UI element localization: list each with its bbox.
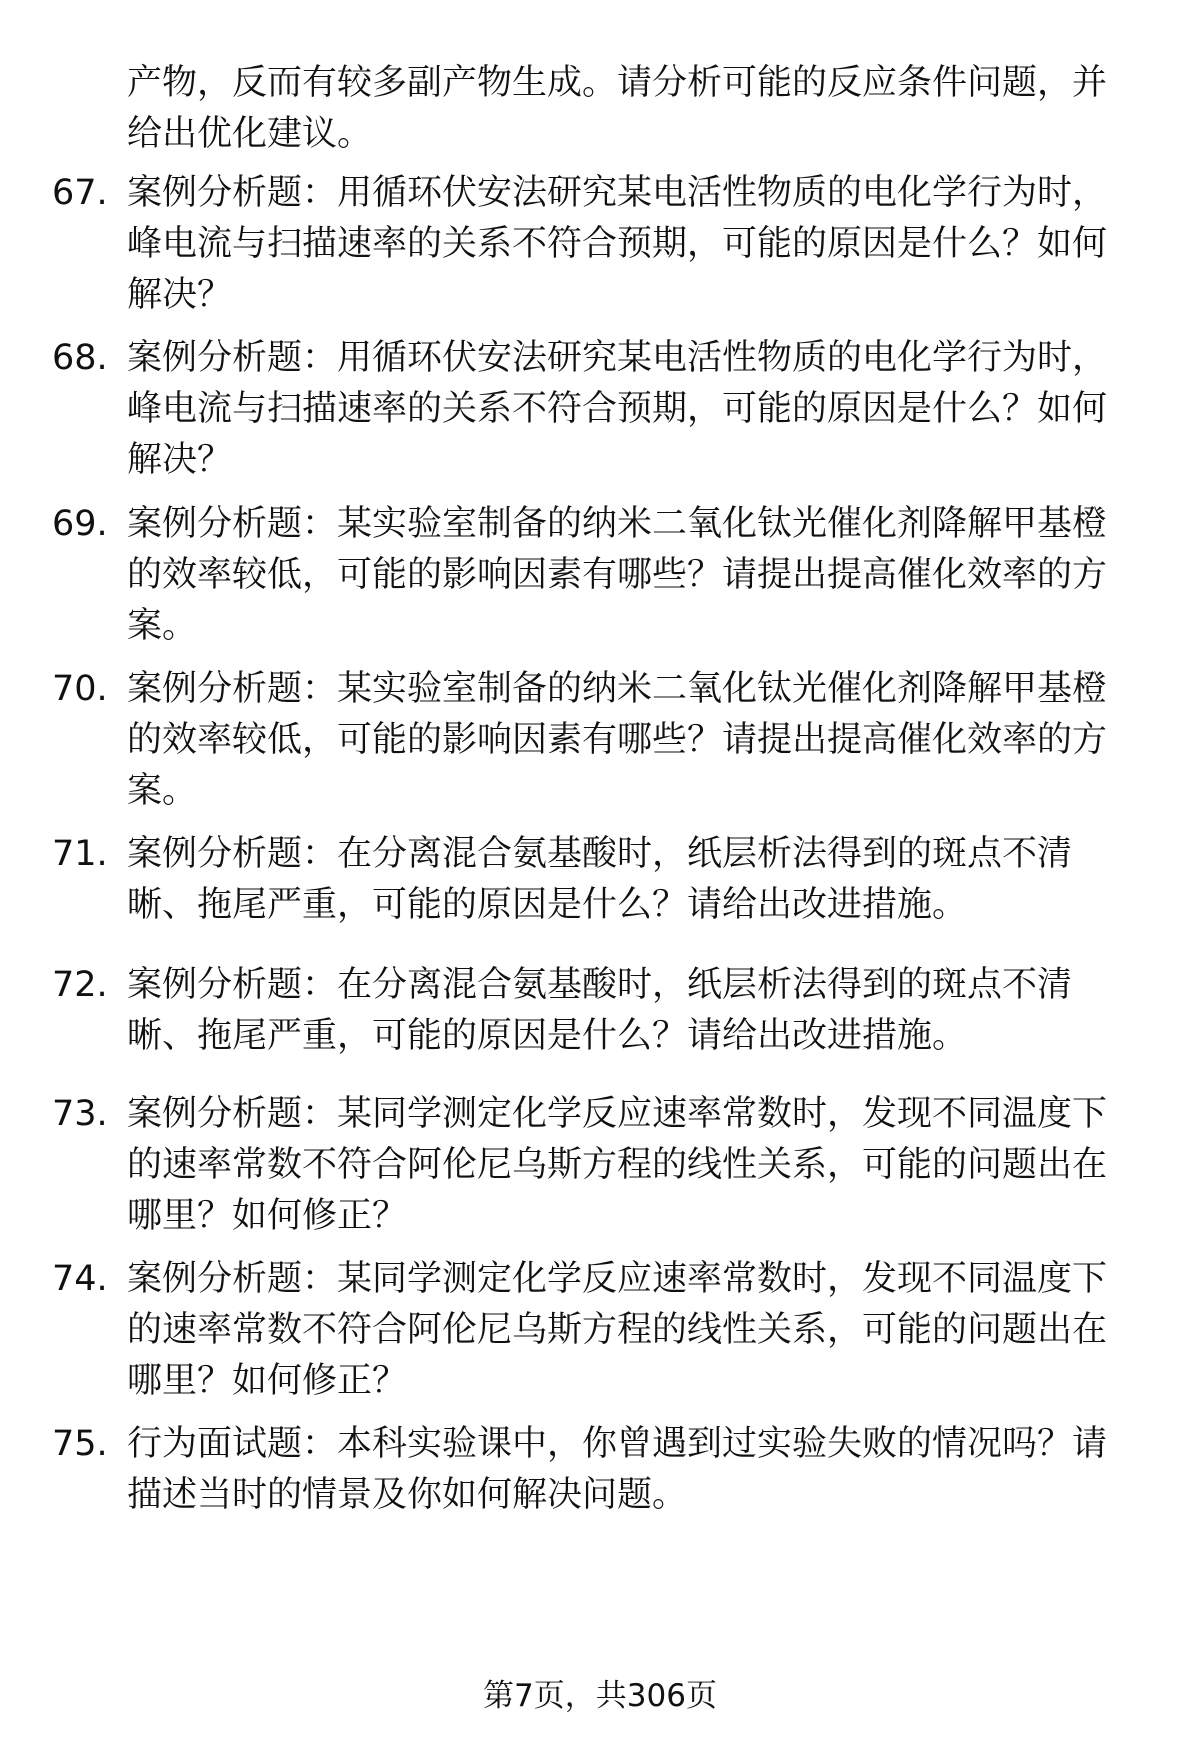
question-text: 行为面试题：本科实验课中，你曾遇到过实验失败的情况吗？请描述当时的情景及你如何解决问题。 (127, 1424, 1108, 1515)
question-text: 案例分析题：某实验室制备的纳米二氧化钛光催化剂降解甲基橙的效率较低，可能的影响因素有哪些？请提出提高催化效率的方案。 (127, 504, 1108, 646)
question-item (52, 664, 1142, 817)
question-text: 案例分析题：某同学测定化学反应速率常数时，发现不同温度下的速率常数不符合阿伦尼乌斯方程的线性关系，可能的问题出在哪里？如何修正？ (127, 1094, 1108, 1236)
question-item (52, 499, 1142, 652)
question-item (52, 960, 1142, 1062)
question-item (52, 1254, 1142, 1407)
continued-question-text: 产物，反而有较多副产物生成。请分析可能的反应条件问题，并给出优化建议。 (127, 63, 1108, 154)
question-number: 74. (52, 1259, 108, 1299)
question-number: 68. (52, 338, 108, 378)
question-number: 67. (52, 173, 108, 213)
question-item (52, 333, 1142, 486)
question-text: 案例分析题：在分离混合氨基酸时，纸层析法得到的斑点不清晰、拖尾严重，可能的原因是什么？请给出改进措施。 (127, 965, 1073, 1056)
question-number: 75. (52, 1424, 108, 1464)
question-number: 73. (52, 1094, 108, 1134)
question-item (52, 829, 1142, 931)
question-text: 案例分析题：用循环伏安法研究某电活性物质的电化学行为时，峰电流与扫描速率的关系不符合预期，可能的原因是什么？如何解决？ (127, 173, 1108, 315)
question-item (52, 1089, 1142, 1242)
question-text: 案例分析题：用循环伏安法研究某电活性物质的电化学行为时，峰电流与扫描速率的关系不符合预期，可能的原因是什么？如何解决？ (127, 338, 1108, 480)
page-number-footer: 第7页，共306页 (483, 1678, 717, 1714)
question-item (52, 1419, 1142, 1521)
question-text: 案例分析题：某同学测定化学反应速率常数时，发现不同温度下的速率常数不符合阿伦尼乌斯方程的线性关系，可能的问题出在哪里？如何修正？ (127, 1259, 1108, 1401)
question-number: 72. (52, 965, 108, 1005)
question-item (52, 168, 1142, 321)
question-text: 案例分析题：在分离混合氨基酸时，纸层析法得到的斑点不清晰、拖尾严重，可能的原因是什么？请给出改进措施。 (127, 834, 1073, 925)
question-text: 案例分析题：某实验室制备的纳米二氧化钛光催化剂降解甲基橙的效率较低，可能的影响因素有哪些？请提出提高催化效率的方案。 (127, 669, 1108, 811)
question-number: 69. (52, 504, 108, 544)
question-number: 70. (52, 669, 108, 709)
question-number: 71. (52, 834, 108, 874)
